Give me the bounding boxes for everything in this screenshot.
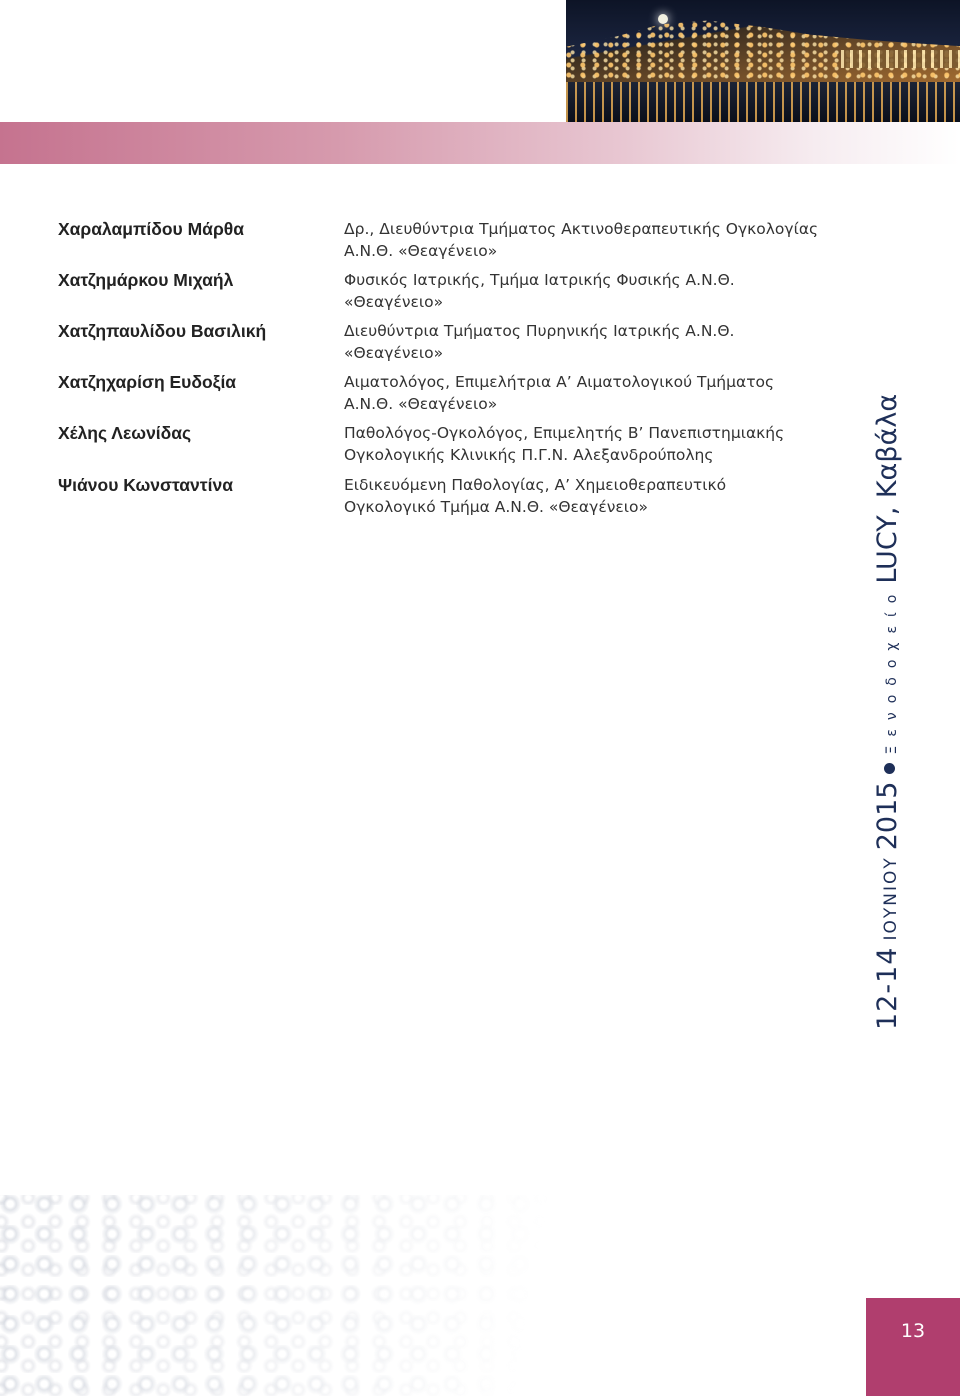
speaker-name: Χέλης Λεωνίδας xyxy=(58,423,192,443)
role-line: Δρ., Διευθύντρια Τμήματος Ακτινοθεραπευτικής Ογκολογίας xyxy=(344,220,819,238)
speaker-role xyxy=(344,422,844,466)
role-line: Ογκολογικής Κλινικής Π.Γ.Ν. Αλεξανδρούπολης xyxy=(344,446,714,464)
moon xyxy=(658,14,668,24)
speaker-name: Χαραλαμπίδου Μάρθα xyxy=(58,219,244,239)
role-line: Παθολόγος-Ογκολόγος, Επιμελητής Β’ Πανεπιστημιακής xyxy=(344,424,785,442)
role-line: Α.Ν.Θ. «Θεαγένειο» xyxy=(344,395,498,413)
header-gradient-band xyxy=(0,122,960,164)
speaker-role xyxy=(344,218,844,262)
decorative-bubbles xyxy=(0,1195,700,1396)
event-vertical-banner xyxy=(872,393,922,1030)
event-place: LUCY, Καβάλα xyxy=(872,393,903,584)
role-line: «Θεαγένειο» xyxy=(344,344,444,362)
speaker-role xyxy=(344,320,844,364)
separator-dot-icon xyxy=(884,763,895,774)
speaker-name: Χατζηπαυλίδου Βασιλική xyxy=(58,321,267,341)
speaker-role xyxy=(344,269,844,313)
event-dates: 12-14 xyxy=(872,946,903,1030)
role-line: Διευθύντρια Τμήματος Πυρηνικής Ιατρικής Α.Ν.Θ. xyxy=(344,322,735,340)
page-number: 13 xyxy=(900,1320,926,1342)
page-number-box xyxy=(866,1298,960,1396)
hotel-word: Ξενοδοχείο xyxy=(884,585,900,755)
speaker-role xyxy=(344,474,844,518)
speaker-name: Χατζημάρκου Μιχαήλ xyxy=(58,270,234,290)
speaker-name: Ψιάνου Κωνσταντίνα xyxy=(58,475,233,495)
event-month: ΙΟΥΝΙΟΥ xyxy=(881,856,901,941)
role-line: Φυσικός Ιατρικής, Τμήμα Ιατρικής Φυσικής Α.Ν.Θ. xyxy=(344,271,735,289)
speaker-role xyxy=(344,371,844,415)
aqueduct xyxy=(841,50,960,68)
role-line: Αιματολόγος, Επιμελήτρια Α’ Αιματολογικού Τμήματος xyxy=(344,373,775,391)
role-line: Α.Ν.Θ. «Θεαγένειο» xyxy=(344,242,498,260)
role-line: «Θεαγένειο» xyxy=(344,293,444,311)
role-line: Ογκολογικό Τμήμα Α.Ν.Θ. «Θεαγένειο» xyxy=(344,498,648,516)
kavala-night-photo xyxy=(566,0,960,122)
role-line: Ειδικευόμενη Παθολογίας, Α’ Χημειοθεραπευτικό xyxy=(344,476,727,494)
water-reflection xyxy=(566,82,960,122)
speaker-name: Χατζηχαρίση Ευδοξία xyxy=(58,372,237,392)
event-year: 2015 xyxy=(872,781,903,851)
